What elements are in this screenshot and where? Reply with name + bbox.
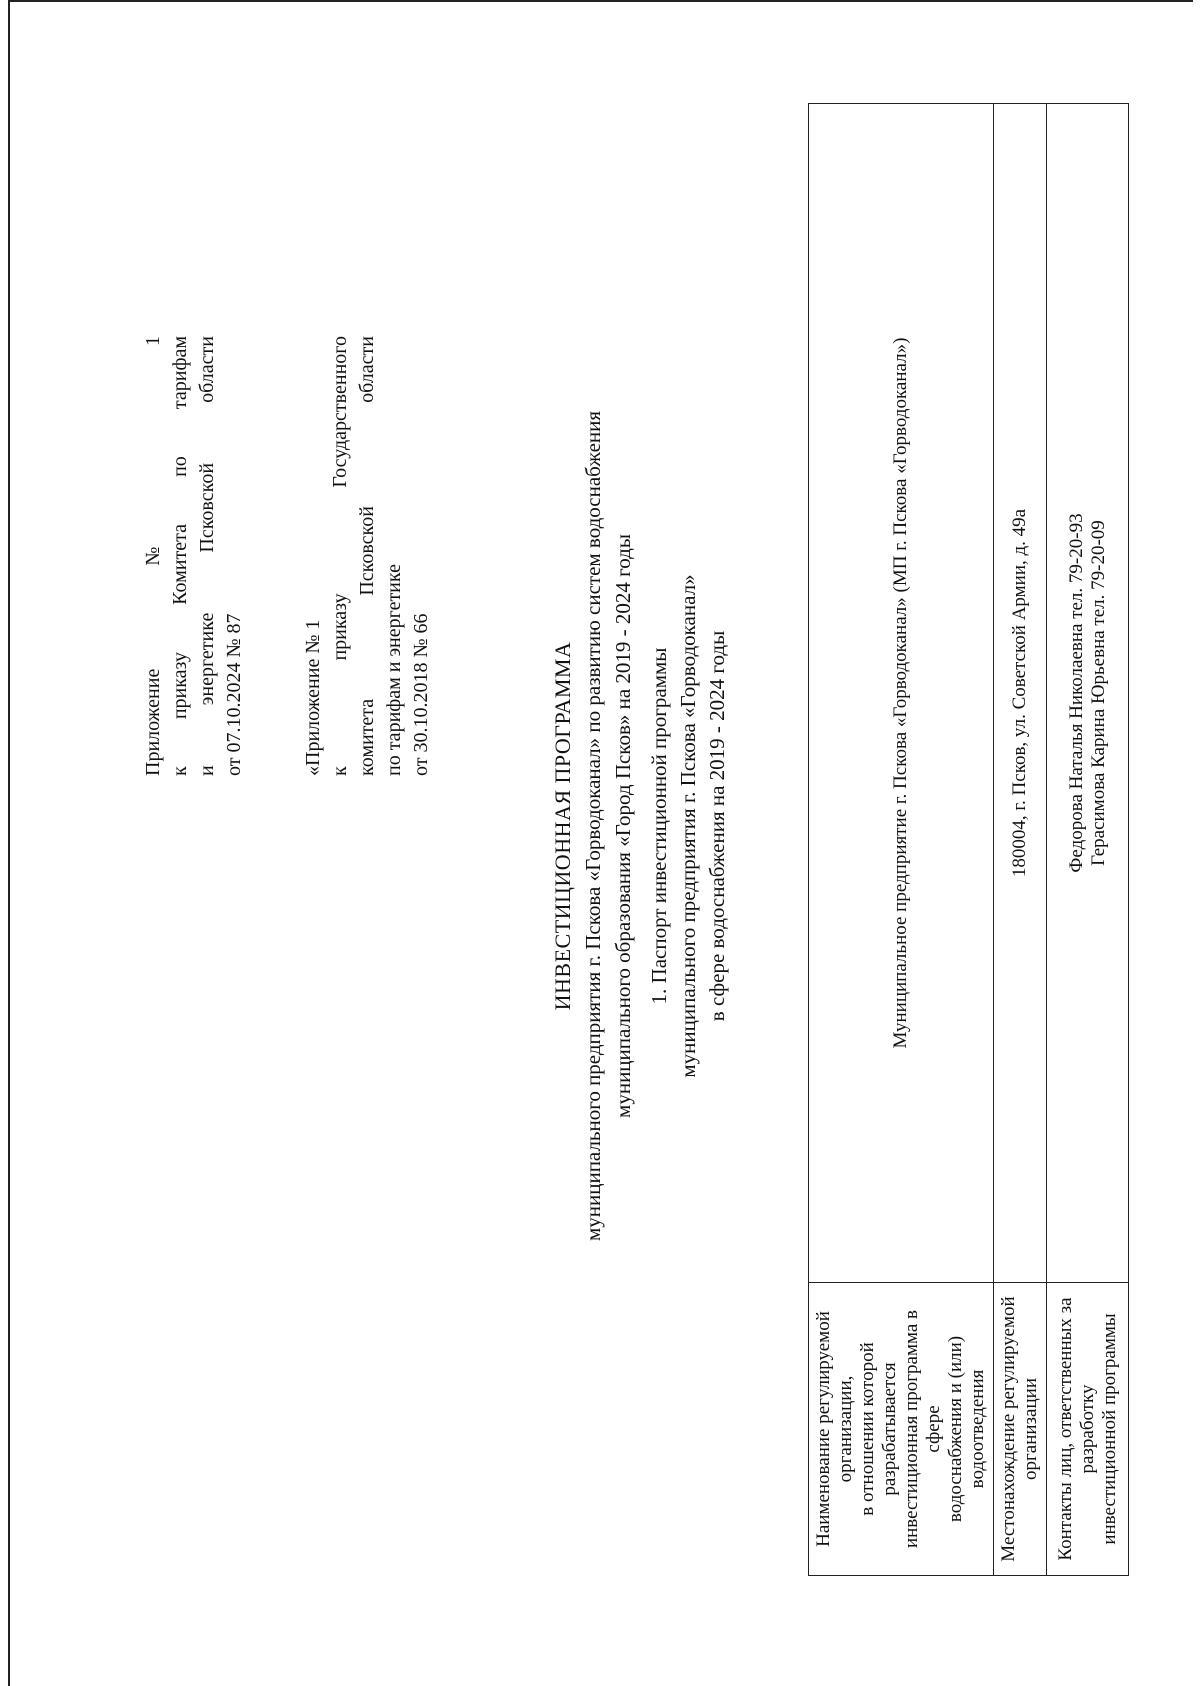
table-cell-label	[809, 1283, 994, 1576]
appendix-original-line: к приказу Государственного	[329, 336, 351, 776]
passport-heading	[645, 366, 732, 1286]
appendix-current-line: и энергетике Псковской области	[196, 336, 218, 776]
table-row	[1047, 104, 1129, 1576]
cell-line: 180004, г. Псков, ул. Советской Армии, д. 49а	[1009, 508, 1030, 878]
appendix-current-line: к приказу Комитета по тарифам	[169, 336, 191, 776]
cell-line: инвестиционная программа в сфере	[901, 1309, 944, 1549]
appendix-current-line: Приложение № 1	[142, 336, 164, 776]
appendix-original-line: «Приложение № 1	[302, 619, 324, 776]
title-line: муниципального предприятия г. Пскова «Горводоканал» по развитию систем водоснабжения	[581, 410, 605, 1242]
cell-line: Федорова Наталья Николаевна тел. 79-20-93	[1065, 513, 1087, 873]
document-title	[548, 266, 638, 1386]
appendix-current-line: от 07.10.2024 № 87	[223, 613, 245, 776]
appendix-original-line: по тарифам и энергетике	[383, 564, 405, 776]
passport-heading-line: муниципального предприятия г. Пскова «Горводоканал»	[676, 574, 700, 1078]
cell-line: Местонахождение регулируемой организации	[998, 1296, 1041, 1562]
cell-line: Герасимова Карина Юрьевна тел. 79-20-09	[1087, 520, 1109, 866]
table-cell-value	[994, 104, 1047, 1283]
main-title: ИНВЕСТИЦИОННАЯ ПРОГРАММА	[550, 641, 575, 1011]
cell-line: в отношении которой разрабатывается	[857, 1342, 900, 1516]
cell-line: инвестиционной программы	[1098, 1313, 1120, 1545]
appendix-original	[300, 336, 435, 776]
cell-line: Муниципальное предприятие г. Пскова «Горводоканал» (МП г. Пскова «Горводоканал»)	[890, 337, 911, 1049]
title-line: муниципального образования «Город Псков» на 2019 - 2024 годы	[611, 534, 635, 1118]
passport-table	[808, 103, 1129, 1576]
cell-line: Контакты лиц, ответственных за разработку	[1054, 1297, 1098, 1561]
table-cell-label	[1047, 1283, 1129, 1576]
table-row	[809, 104, 994, 1576]
cell-line: водоснабжения и (или) водоотведения	[945, 1335, 988, 1523]
cell-line: Наименование регулируемой организации,	[813, 1311, 856, 1547]
table-row	[994, 104, 1047, 1576]
table-cell-value	[1047, 104, 1129, 1283]
appendix-original-line: от 30.10.2018 № 66	[410, 613, 432, 776]
passport-heading-line: 1. Паспорт инвестиционной программы	[647, 647, 671, 1005]
table-cell-label	[994, 1283, 1047, 1576]
appendix-original-line: комитета Псковской области	[356, 336, 378, 776]
appendix-current	[140, 336, 248, 776]
passport-heading-line: в сфере водоснабжения на 2019 - 2024 годы	[705, 630, 729, 1022]
table-cell-value	[809, 104, 994, 1283]
